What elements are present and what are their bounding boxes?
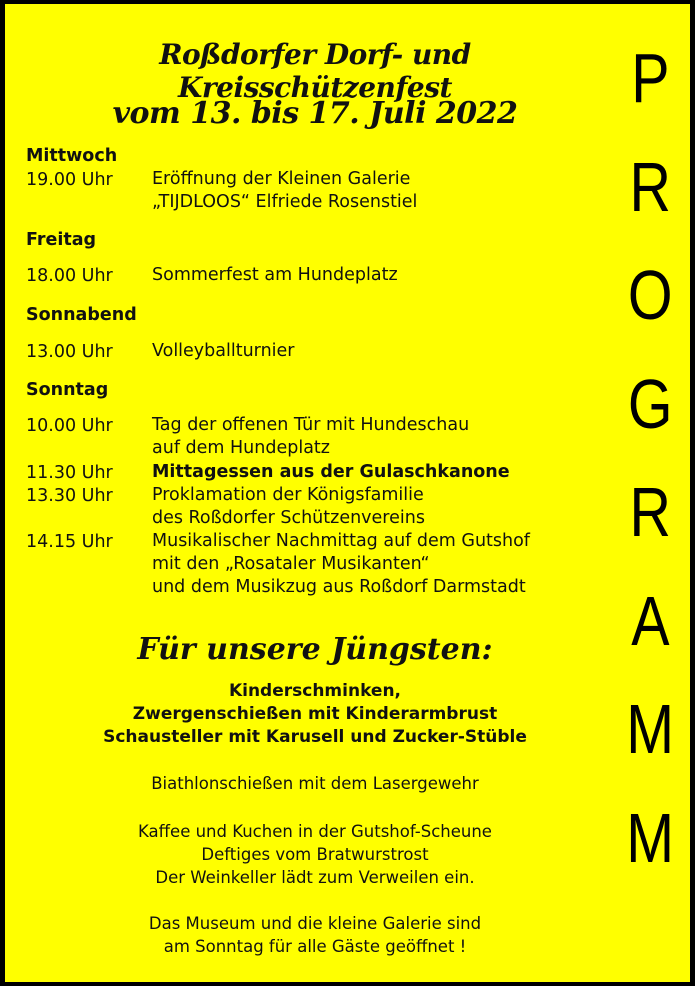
kids-line-3: Schausteller mit Karusell und Zucker-Stüble xyxy=(103,727,527,747)
time-sonntag-3: 13.30 Uhr xyxy=(26,486,113,506)
desc-sonntag-3a: Proklamation der Königsfamilie xyxy=(152,485,424,505)
programm-letter-m: M xyxy=(626,690,674,768)
time-sonntag-4: 14.15 Uhr xyxy=(26,532,113,552)
time-sonnabend-1: 13.00 Uhr xyxy=(26,342,113,362)
day-heading-mittwoch: Mittwoch xyxy=(26,146,118,166)
day-heading-freitag: Freitag xyxy=(26,230,97,250)
programm-letter-m2: M xyxy=(626,798,674,877)
programm-letter-a: A xyxy=(630,581,670,660)
day-heading-sonntag: Sonntag xyxy=(26,380,109,400)
kids-section-title: Für unsere Jüngsten: xyxy=(137,632,493,667)
desc-sonntag-1b: auf dem Hundeplatz xyxy=(152,438,330,458)
museum-line-2: am Sonntag für alle Gäste geöffnet ! xyxy=(163,937,467,956)
kids-line-2: Zwergenschießen mit Kinderarmbrust xyxy=(132,704,498,724)
desc-sonntag-3b: des Roßdorfer Schützenvereins xyxy=(152,508,425,528)
biathlon-line: Biathlonschießen mit dem Lasergewehr xyxy=(151,774,479,793)
food-line-3: Der Weinkeller lädt zum Verweilen ein. xyxy=(155,868,475,887)
programm-letter-p: P xyxy=(630,39,670,117)
day-heading-sonnabend: Sonnabend xyxy=(26,305,137,325)
programm-letter-r: R xyxy=(629,147,671,226)
poster xyxy=(5,4,690,982)
event-dates: vom 13. bis 17. Juli 2022 xyxy=(112,96,518,131)
desc-mittwoch-1b: „TIJDLOOS“ Elfriede Rosenstiel xyxy=(152,192,418,212)
event-title: Roßdorfer Dorf- und Kreisschützenfest xyxy=(159,38,471,104)
desc-sonntag-4c: und dem Musikzug aus Roßdorf Darmstadt xyxy=(152,577,526,597)
desc-freitag-1: Sommerfest am Hundeplatz xyxy=(152,265,398,285)
desc-sonntag-4b: mit den „Rosataler Musikanten“ xyxy=(152,554,430,574)
programm-letter-o: O xyxy=(627,256,673,334)
museum-line-1: Das Museum und die kleine Galerie sind xyxy=(148,914,482,933)
food-line-1: Kaffee und Kuchen in der Gutshof-Scheune xyxy=(138,822,492,841)
desc-sonntag-2: Mittagessen aus der Gulaschkanone xyxy=(152,462,510,482)
time-mittwoch-1: 19.00 Uhr xyxy=(26,170,113,190)
time-sonntag-2: 11.30 Uhr xyxy=(26,463,113,483)
time-sonntag-1: 10.00 Uhr xyxy=(26,416,113,436)
programm-letter-r2: R xyxy=(629,473,671,551)
food-line-2: Deftiges vom Bratwurstrost xyxy=(201,845,429,864)
programm-letter-g: G xyxy=(627,364,673,443)
programm-vertical-word xyxy=(615,24,685,892)
kids-line-1: Kinderschminken, xyxy=(228,681,402,701)
desc-sonnabend-1: Volleyballturnier xyxy=(152,341,295,361)
desc-sonntag-4a: Musikalischer Nachmittag auf dem Gutshof xyxy=(152,531,530,551)
time-freitag-1: 18.00 Uhr xyxy=(26,266,113,286)
desc-sonntag-1a: Tag der offenen Tür mit Hundeschau xyxy=(152,415,470,435)
desc-mittwoch-1a: Eröffnung der Kleinen Galerie xyxy=(152,169,411,189)
